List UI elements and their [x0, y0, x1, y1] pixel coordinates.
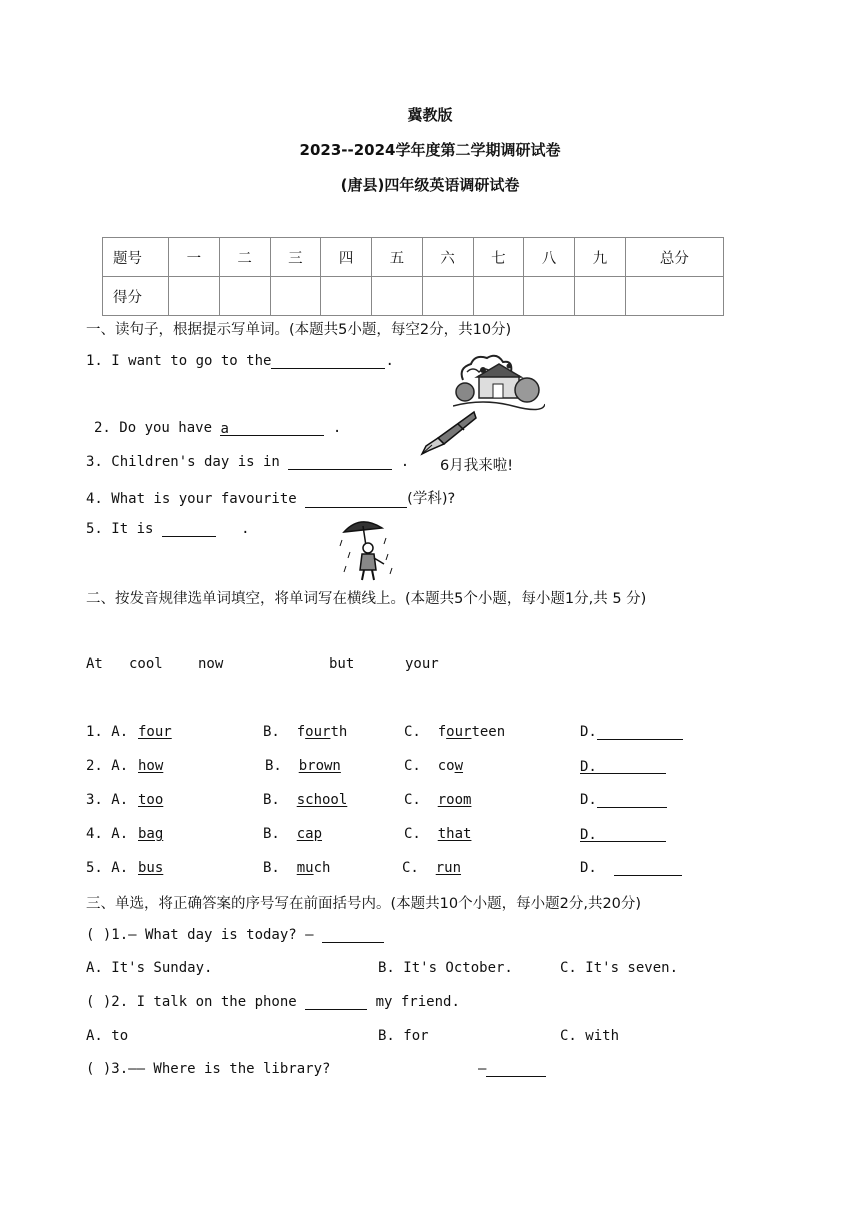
score-table-row1-label: 题号	[103, 238, 169, 277]
s2-row1-label: 1. A.	[86, 724, 129, 740]
score-table	[102, 237, 724, 316]
s1-q2-text: 2. Do you have	[94, 420, 221, 436]
word-bank-cool: cool	[129, 656, 163, 672]
s1-q1	[86, 353, 394, 369]
s2-row3-a	[138, 792, 163, 808]
s2-row3-d-blank[interactable]	[597, 793, 667, 808]
s2-row2-c-u: w	[454, 758, 464, 774]
s3-q1-opt-a[interactable]: A. It's Sunday.	[86, 960, 213, 976]
s2-row2-b-label: B.	[265, 758, 282, 774]
s3-q2-text: ( )2. I talk on the phone	[86, 994, 297, 1010]
s2-row2-d-label: D.	[580, 759, 597, 775]
s1-q4-blank[interactable]	[305, 493, 407, 508]
s1-q5-blank[interactable]	[162, 522, 216, 537]
score-col: 九	[575, 238, 626, 277]
s1-q3-hint: 6月我来啦!	[440, 458, 514, 474]
s1-q1-blank[interactable]	[271, 354, 385, 369]
s2-row4-c	[404, 826, 471, 842]
s2-row2-c-label: C.	[404, 758, 421, 774]
word-bank-but: but	[329, 656, 355, 672]
s2-row1-b-rest: th	[330, 724, 348, 740]
s2-row1-c-label: C.	[404, 724, 421, 740]
s2-row4-b	[263, 826, 322, 842]
s2-row4-c-u: that	[437, 826, 472, 842]
s1-q3-text: 3. Children's day is in	[86, 454, 280, 470]
s1-q4-text: 4. What is your favourite	[86, 491, 297, 507]
word-bank-your: your	[405, 656, 439, 672]
s3-q3-blank[interactable]	[486, 1062, 546, 1077]
s2-row1-c-rest: teen	[471, 724, 506, 740]
s2-row1-d	[580, 724, 683, 740]
s2-row5-a-word: bus	[138, 860, 164, 876]
s2-row5-a	[138, 860, 163, 876]
s2-row4-label: 4. A.	[86, 826, 129, 842]
section3-heading: 三、单选，将正确答案的序号写在前面括号内。(本题共10个小题，每小题2分,共20分)	[86, 896, 642, 912]
score-cell[interactable]	[169, 277, 220, 316]
s2-row1-b-pre: f	[296, 724, 306, 740]
s3-q2-opt-a[interactable]: A. to	[86, 1028, 129, 1044]
s3-q2-opt-c[interactable]: C. with	[560, 1028, 620, 1044]
s3-q2-opt-b[interactable]: B. for	[378, 1028, 429, 1044]
s3-q1-text: ( )1.— What day is today? —	[86, 927, 314, 943]
score-cell[interactable]	[473, 277, 524, 316]
score-cell[interactable]	[422, 277, 473, 316]
s2-row1-d-label: D.	[580, 724, 597, 740]
s2-row4-d	[580, 826, 666, 842]
s1-q1-text: 1. I want to go to the	[86, 353, 272, 369]
s2-row2-c-pre: co	[437, 758, 455, 774]
s2-row1-c-u: our	[446, 724, 472, 740]
s2-row2-a-word: how	[138, 758, 164, 774]
term-title: 2023--2024学年度第二学期调研试卷	[299, 141, 561, 159]
score-col: 八	[524, 238, 575, 277]
s1-q2-article: a	[220, 421, 229, 437]
section1-heading: 一、读句子，根据提示写单词。(本题共5小题，每空2分，共10分)	[86, 322, 512, 338]
s1-q5	[86, 521, 250, 537]
s2-row1-a	[138, 724, 172, 740]
s2-row1-b	[263, 724, 347, 740]
s2-row2-b-u: brown	[298, 758, 341, 774]
score-cell[interactable]	[321, 277, 372, 316]
score-table-row2-label: 得分	[103, 277, 169, 316]
umbrella-rain-icon	[338, 512, 396, 582]
score-col: 三	[270, 238, 321, 277]
s3-q3-dash: —	[478, 1061, 487, 1077]
s2-row1-c	[404, 724, 505, 740]
s2-row5-b-u: mu	[296, 860, 314, 876]
s2-row1-b-label: B.	[263, 724, 280, 740]
s2-row4-b-u: cap	[296, 826, 323, 842]
s2-row3-label: 3. A.	[86, 792, 129, 808]
s2-row3-b-label: B.	[263, 792, 280, 808]
s2-row3-c	[404, 792, 471, 808]
fountain-pen-icon	[414, 408, 478, 456]
s1-q4	[86, 487, 455, 508]
score-col: 六	[422, 238, 473, 277]
s2-row3-c-u: room	[437, 792, 472, 808]
s2-row3-d-label: D.	[580, 792, 597, 808]
s1-q4-hint: (学科)?	[407, 491, 456, 507]
s2-row2-c	[404, 758, 463, 774]
s2-row2-d-blank[interactable]	[580, 759, 666, 774]
s3-q3-answer	[478, 1061, 546, 1077]
s2-row5-d	[580, 860, 682, 876]
s2-row4-d-label: D.	[580, 827, 597, 843]
score-col: 四	[321, 238, 372, 277]
s2-row4-b-label: B.	[263, 826, 280, 842]
s1-q5-text: 5. It is	[86, 521, 154, 537]
s3-q1-blank[interactable]	[322, 928, 384, 943]
word-bank-now: now	[198, 656, 224, 672]
s2-row2-label: 2. A.	[86, 758, 129, 774]
s2-row2-a	[138, 758, 163, 774]
s1-q3	[86, 454, 409, 470]
s2-row1-c-pre: f	[437, 724, 447, 740]
publisher-title: 冀教版	[407, 106, 453, 124]
s3-q3: ( )3.—— Where is the library?	[86, 1061, 331, 1077]
s3-q2-blank[interactable]	[305, 995, 367, 1010]
s3-q2-end: my friend.	[375, 994, 460, 1010]
score-table-header-row	[103, 238, 724, 277]
s2-row3-b-u: school	[296, 792, 348, 808]
s2-row1-a-word: four	[138, 724, 172, 740]
s2-row5-c-label: C.	[402, 860, 419, 876]
s1-q5-end: .	[241, 521, 250, 537]
s1-q2-end: .	[332, 420, 342, 436]
s1-q3-end: .	[400, 454, 410, 470]
score-table-score-row	[103, 277, 724, 316]
s1-q1-end: .	[385, 353, 394, 369]
section2-heading: 二、按发音规律选单词填空，将单词写在横线上。(本题共5个小题，每小题1分,共 5 分)	[86, 591, 647, 607]
s2-row1-b-u: our	[305, 724, 331, 740]
s1-q3-blank[interactable]	[288, 455, 392, 470]
park-illustration-icon	[453, 350, 545, 412]
s2-row4-d-blank[interactable]	[580, 827, 666, 842]
s2-row5-label: 5. A.	[86, 860, 129, 876]
score-cell[interactable]	[270, 277, 321, 316]
score-col: 二	[219, 238, 270, 277]
s2-row2-d	[580, 758, 666, 774]
score-col: 五	[372, 238, 423, 277]
score-cell[interactable]	[524, 277, 575, 316]
score-cell[interactable]	[625, 277, 723, 316]
s2-row5-c-u: run	[435, 860, 462, 876]
s2-row3-c-label: C.	[404, 792, 421, 808]
s3-q1	[86, 927, 384, 943]
s3-q1-opt-c[interactable]: C. It's seven.	[560, 960, 679, 976]
s3-q2	[86, 994, 460, 1010]
s2-row5-b	[263, 860, 330, 876]
s2-row2-b	[265, 758, 341, 774]
s2-row4-a-word: bag	[138, 826, 164, 842]
s2-row5-b-label: B.	[263, 860, 280, 876]
score-cell[interactable]	[575, 277, 626, 316]
s1-q2	[94, 420, 341, 436]
s2-row3-a-word: too	[138, 792, 164, 808]
s2-row4-a	[138, 826, 163, 842]
s2-row5-c	[402, 860, 461, 876]
s1-q2-blank[interactable]	[220, 421, 324, 436]
score-col: 一	[169, 238, 220, 277]
s2-row5-d-blank[interactable]	[614, 861, 682, 876]
s2-row5-d-label: D.	[580, 860, 597, 876]
score-col: 七	[473, 238, 524, 277]
s2-row4-c-label: C.	[404, 826, 421, 842]
s3-q1-opt-b[interactable]: B. It's October.	[378, 960, 513, 976]
s2-row3-d	[580, 792, 667, 808]
score-cell[interactable]	[219, 277, 270, 316]
word-bank-at: At	[86, 656, 103, 672]
exam-title: (唐县)四年级英语调研试卷	[340, 176, 520, 194]
score-col: 总分	[625, 238, 723, 277]
score-cell[interactable]	[372, 277, 423, 316]
s2-row5-b-rest: ch	[313, 860, 331, 876]
s2-row1-d-blank[interactable]	[597, 725, 683, 740]
s2-row3-b	[263, 792, 347, 808]
